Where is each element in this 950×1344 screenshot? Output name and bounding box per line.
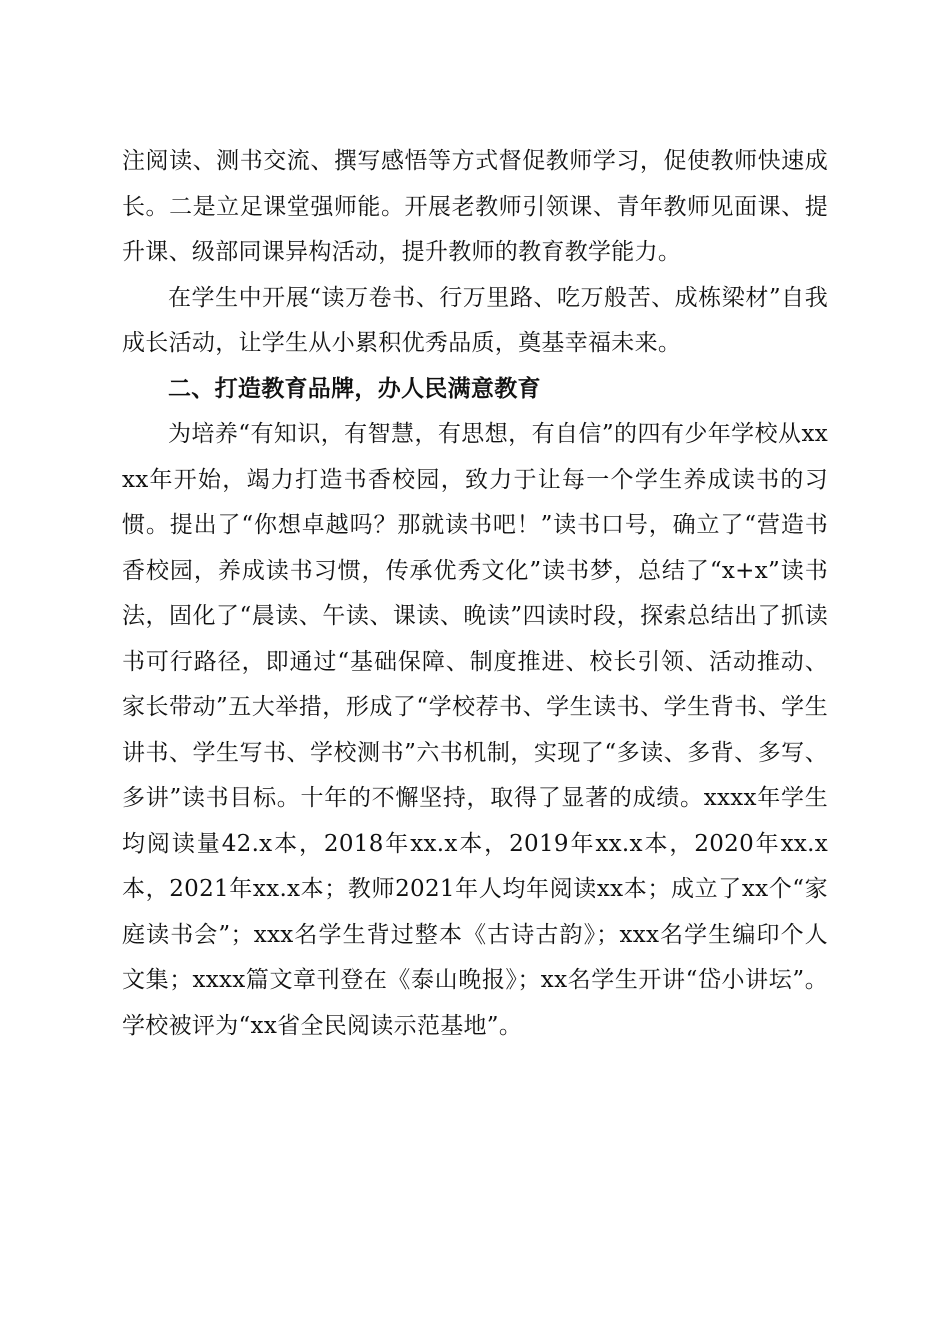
paragraph-teacher-growth: 注阅读、测书交流、撰写感悟等方式督促教师学习，促使教师快速成长。二是立足课堂强师能。开展老教师引领课、青年教师见面课、提升课、级部同课异构活动，提升教师的教育教学能力。	[122, 148, 828, 265]
section-heading: 二、打造教育品牌，办人民满意教育	[168, 375, 541, 402]
document-body	[122, 139, 828, 1049]
paragraph-student-growth-activity: 在学生中开展“读万卷书、行万里路、吃万般苦、成栋梁材”自我成长活动，让学生从小累积优秀品质，奠基幸福未来。	[122, 284, 828, 356]
paragraph-reading-brand: 为培养“有知识，有智慧，有思想，有自信”的四有少年学校从xxxx年开始，竭力打造书香校园，致力于让每一个学生养成读书的习惯。提出了“你想卓越吗？那就读书吧！”读书口号，确立了“营造书香校园，养成读书习惯，传承优秀文化”读书梦，总结了“x+x”读书法，固化了“晨读、午读、课读、晚读”四读时段，探索总结出了抓读书可行路径，即通过“基础保障、制度推进、校长引领、活动推动、家长带动”五大举措，形成了“学校荐书、学生读书、学生背书、学生讲书、学生写书、学校测书”六书机制，实现了“多读、多背、多写、多讲”读书目标。十年的不懈坚持，取得了显著的成绩。xxxx年学生均阅读量42.x本，2018年xx.x本，2019年xx.x本，2020年xx.x本，2021年xx.x本；教师2021年人均年阅读xx本；成立了xx个“家庭读书会”；xxx名学生背过整本《古诗古韵》；xxx名学生编印个人文集；xxxx篇文章刊登在《泰山晚报》；xx名学生开讲“岱小讲坛”。学校被评为“xx省全民阅读示范基地”。	[122, 421, 828, 1039]
